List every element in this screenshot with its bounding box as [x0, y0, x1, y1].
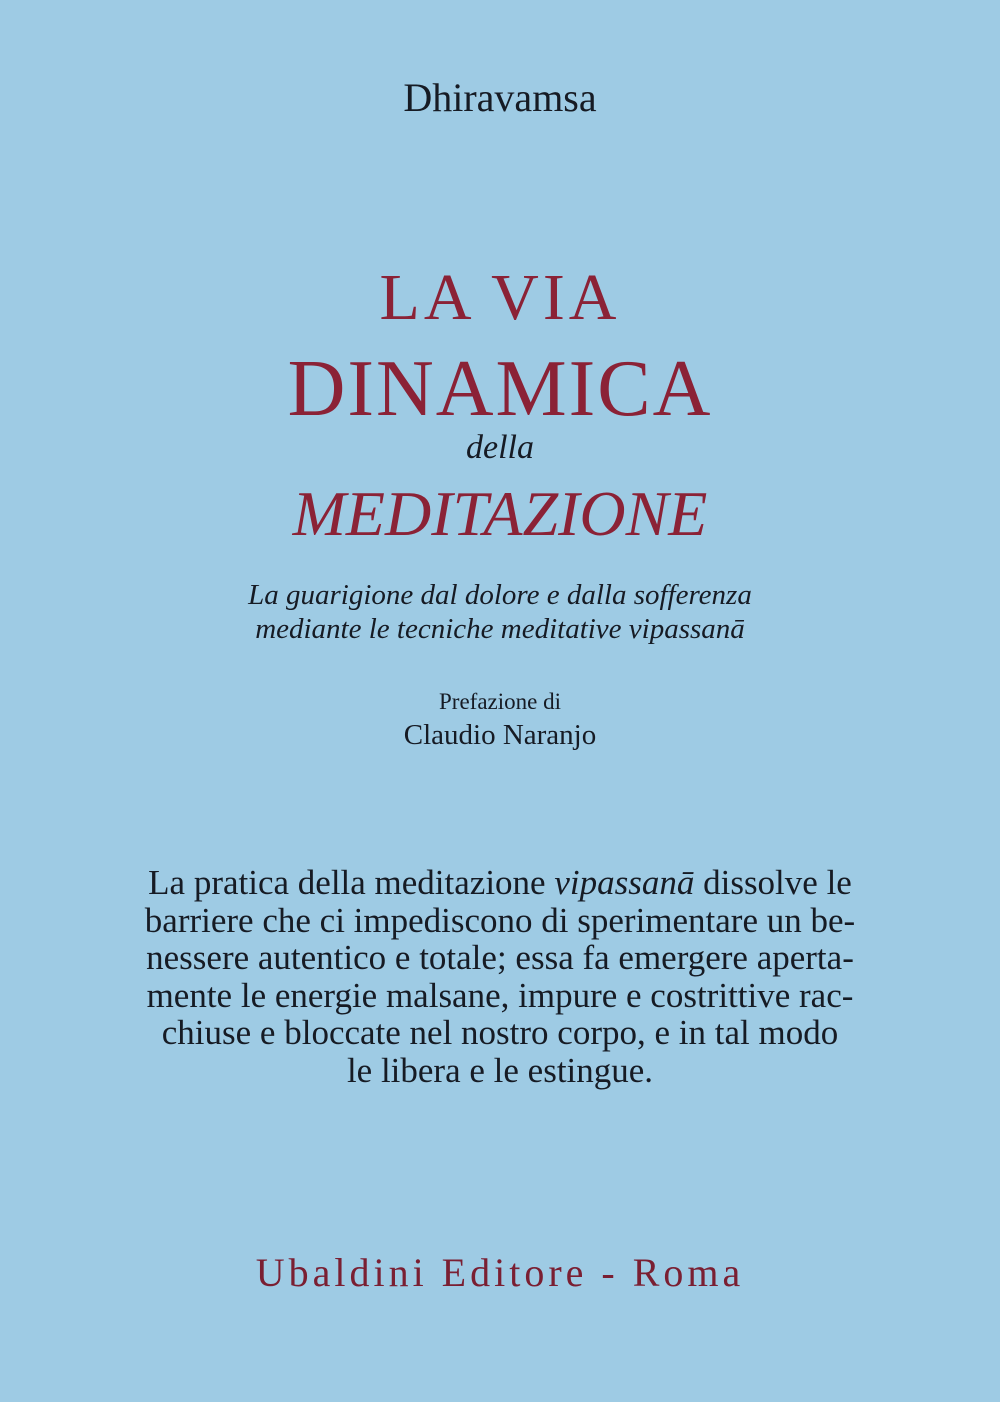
title-line-3: MEDITAZIONE [292, 478, 708, 549]
cover-blurb [0, 864, 1000, 1089]
subtitle-line-2: mediante le tecniche meditative vipassanā [255, 613, 745, 645]
title-line-1: LA VIA [379, 261, 621, 334]
subtitle [0, 578, 1000, 646]
blurb-line-4: mente le energie malsane, impure e costrittive rac- [146, 975, 854, 1015]
preface-label: Prefazione di [439, 689, 561, 714]
title-connector: della [466, 429, 534, 466]
author-name: Dhiravamsa [403, 75, 597, 120]
publisher-imprint: Ubaldini Editore - Roma [255, 1250, 745, 1295]
title-line-2: DINAMICA [287, 345, 713, 433]
subtitle-line-1: La guarigione dal dolore e dalla sofferenza [248, 579, 752, 611]
blurb-line-1 [0, 864, 1000, 902]
blurb-line-3: nessere autentico e totale; essa fa emergere aperta- [146, 938, 854, 977]
blurb-line-6: le libera e le estingue. [346, 1050, 654, 1090]
blurb-emphasis: vipassanā [554, 863, 695, 902]
blurb-line-5: chiuse e bloccate nel nostro corpo, e in tal modo [161, 1013, 839, 1052]
blurb-line-1-end: dissolve le [694, 863, 852, 902]
blurb-line-2: barriere che ci impediscono di sperimentare un be- [144, 900, 856, 940]
blurb-line-1-start: La pratica della meditazione [148, 863, 555, 902]
preface-author: Claudio Naranjo [403, 719, 597, 751]
